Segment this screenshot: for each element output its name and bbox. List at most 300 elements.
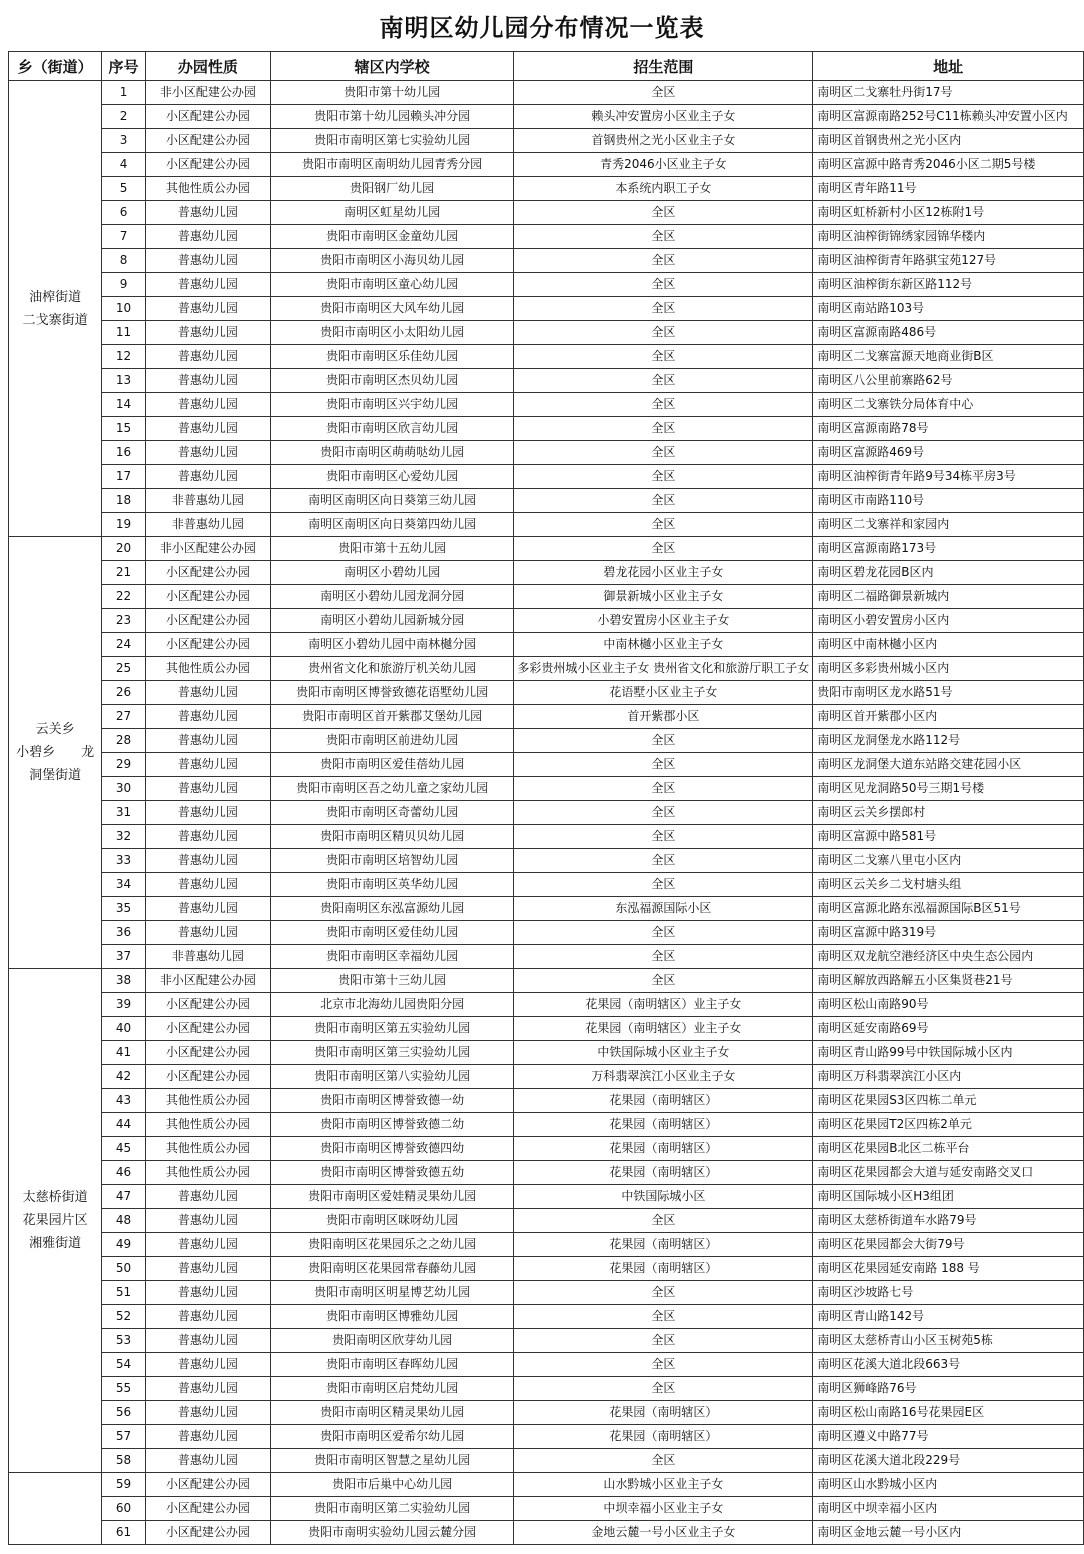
enrollment-range: 本系统内职工子女 xyxy=(514,177,813,201)
table-row xyxy=(9,945,1084,969)
row-number: 38 xyxy=(102,969,146,993)
row-number: 48 xyxy=(102,1209,146,1233)
school-address: 南明区太慈桥街道车水路79号 xyxy=(813,1209,1084,1233)
school-address: 南明区遵义中路77号 xyxy=(813,1425,1084,1449)
school-address: 南明区富源南路486号 xyxy=(813,321,1084,345)
table-row xyxy=(9,513,1084,537)
school-type: 小区配建公办园 xyxy=(145,1065,270,1089)
row-number: 58 xyxy=(102,1449,146,1473)
row-number: 61 xyxy=(102,1521,146,1545)
school-name: 贵阳市南明区咪呀幼儿园 xyxy=(270,1209,514,1233)
enrollment-range: 全区 xyxy=(514,369,813,393)
school-type: 普惠幼儿园 xyxy=(145,1377,270,1401)
school-type: 普惠幼儿园 xyxy=(145,417,270,441)
school-name: 贵阳南明区花果园常春藤幼儿园 xyxy=(270,1257,514,1281)
school-name: 贵阳市后巢中心幼儿园 xyxy=(270,1473,514,1497)
enrollment-range: 全区 xyxy=(514,1281,813,1305)
school-type: 普惠幼儿园 xyxy=(145,921,270,945)
row-number: 44 xyxy=(102,1113,146,1137)
school-type: 非普惠幼儿园 xyxy=(145,513,270,537)
school-name: 贵州省文化和旅游厅机关幼儿园 xyxy=(270,657,514,681)
school-address: 南明区中坝幸福小区内 xyxy=(813,1497,1084,1521)
school-type: 其他性质公办园 xyxy=(145,177,270,201)
school-address: 南明区青山路99号中铁国际城小区内 xyxy=(813,1041,1084,1065)
school-address: 南明区沙坡路七号 xyxy=(813,1281,1084,1305)
enrollment-range: 全区 xyxy=(514,1305,813,1329)
enrollment-range: 花果园（南明辖区） xyxy=(514,1257,813,1281)
enrollment-range: 全区 xyxy=(514,1449,813,1473)
school-address: 南明区金地云麓一号小区内 xyxy=(813,1521,1084,1545)
row-number: 10 xyxy=(102,297,146,321)
school-address: 南明区碧龙花园B区内 xyxy=(813,561,1084,585)
row-number: 24 xyxy=(102,633,146,657)
table-row xyxy=(9,537,1084,561)
enrollment-range: 全区 xyxy=(514,297,813,321)
enrollment-range: 全区 xyxy=(514,777,813,801)
enrollment-range: 青秀2046小区业主子女 xyxy=(514,153,813,177)
school-type: 普惠幼儿园 xyxy=(145,1281,270,1305)
school-name: 贵阳市南明区第八实验幼儿园 xyxy=(270,1065,514,1089)
school-name: 贵阳市第十幼儿园赖头冲分园 xyxy=(270,105,514,129)
school-name: 贵阳市南明区爱希尔幼儿园 xyxy=(270,1425,514,1449)
row-number: 11 xyxy=(102,321,146,345)
row-number: 59 xyxy=(102,1473,146,1497)
school-name: 贵阳市南明区第二实验幼儿园 xyxy=(270,1497,514,1521)
row-number: 14 xyxy=(102,393,146,417)
row-number: 57 xyxy=(102,1425,146,1449)
school-address: 南明区多彩贵州城小区内 xyxy=(813,657,1084,681)
enrollment-range: 花语墅小区业主子女 xyxy=(514,681,813,705)
school-name: 贵阳市南明区爱佳蓓幼儿园 xyxy=(270,753,514,777)
table-row xyxy=(9,897,1084,921)
street-cell xyxy=(9,81,102,537)
table-row xyxy=(9,1521,1084,1545)
school-type: 小区配建公办园 xyxy=(145,1521,270,1545)
row-number: 35 xyxy=(102,897,146,921)
row-number: 17 xyxy=(102,465,146,489)
school-address: 南明区二戈寨祥和家园内 xyxy=(813,513,1084,537)
table-row xyxy=(9,1161,1084,1185)
table-row xyxy=(9,1473,1084,1497)
row-number: 20 xyxy=(102,537,146,561)
street-cell xyxy=(9,969,102,1473)
table-row xyxy=(9,825,1084,849)
row-number: 47 xyxy=(102,1185,146,1209)
row-number: 26 xyxy=(102,681,146,705)
school-name: 贵阳市第十三幼儿园 xyxy=(270,969,514,993)
table-row xyxy=(9,297,1084,321)
row-number: 46 xyxy=(102,1161,146,1185)
table-row xyxy=(9,489,1084,513)
school-name: 贵阳市南明区博誉致德五幼 xyxy=(270,1161,514,1185)
enrollment-range: 全区 xyxy=(514,849,813,873)
row-number: 19 xyxy=(102,513,146,537)
school-name: 南明区南明区向日葵第三幼儿园 xyxy=(270,489,514,513)
table-row xyxy=(9,1449,1084,1473)
school-name: 贵阳南明区欣芽幼儿园 xyxy=(270,1329,514,1353)
school-address: 南明区中南林樾小区内 xyxy=(813,633,1084,657)
school-name: 贵阳市南明区乐佳幼儿园 xyxy=(270,345,514,369)
school-type: 普惠幼儿园 xyxy=(145,753,270,777)
school-type: 小区配建公办园 xyxy=(145,609,270,633)
row-number: 27 xyxy=(102,705,146,729)
header-range: 招生范围 xyxy=(514,52,813,81)
school-address: 南明区富源南路252号C11栋赖头冲安置小区内 xyxy=(813,105,1084,129)
school-address: 南明区二戈寨铁分局体育中心 xyxy=(813,393,1084,417)
enrollment-range: 花果园（南明辖区） xyxy=(514,1089,813,1113)
row-number: 60 xyxy=(102,1497,146,1521)
school-type: 普惠幼儿园 xyxy=(145,849,270,873)
table-row xyxy=(9,465,1084,489)
enrollment-range: 花果园（南明辖区） xyxy=(514,1161,813,1185)
table-row xyxy=(9,921,1084,945)
school-type: 小区配建公办园 xyxy=(145,993,270,1017)
school-type: 普惠幼儿园 xyxy=(145,369,270,393)
enrollment-range: 中铁国际城小区业主子女 xyxy=(514,1041,813,1065)
school-name: 贵阳市南明区博誉致德花语墅幼儿园 xyxy=(270,681,514,705)
school-address: 南明区松山南路90号 xyxy=(813,993,1084,1017)
school-address: 南明区双龙航空港经济区中央生态公园内 xyxy=(813,945,1084,969)
school-name: 贵阳市南明区博誉致德二幼 xyxy=(270,1113,514,1137)
table-row xyxy=(9,1113,1084,1137)
school-name: 贵阳市南明区博誉致德一幼 xyxy=(270,1089,514,1113)
school-type: 普惠幼儿园 xyxy=(145,273,270,297)
table-row xyxy=(9,369,1084,393)
table-row xyxy=(9,705,1084,729)
street-name: 二戈寨街道 xyxy=(22,312,88,328)
table-row xyxy=(9,273,1084,297)
row-number: 25 xyxy=(102,657,146,681)
row-number: 52 xyxy=(102,1305,146,1329)
school-type: 小区配建公办园 xyxy=(145,129,270,153)
table-row xyxy=(9,993,1084,1017)
row-number: 40 xyxy=(102,1017,146,1041)
enrollment-range: 全区 xyxy=(514,1209,813,1233)
school-type: 非小区配建公办园 xyxy=(145,81,270,105)
school-type: 小区配建公办园 xyxy=(145,1017,270,1041)
school-address: 南明区花溪大道北段663号 xyxy=(813,1353,1084,1377)
table-row xyxy=(9,1041,1084,1065)
school-address: 南明区延安南路69号 xyxy=(813,1017,1084,1041)
school-name: 贵阳市南明区大风车幼儿园 xyxy=(270,297,514,321)
table-row xyxy=(9,129,1084,153)
school-name: 贵阳市南明区春晖幼儿园 xyxy=(270,1353,514,1377)
school-address: 南明区青年路11号 xyxy=(813,177,1084,201)
table-row xyxy=(9,393,1084,417)
school-type: 小区配建公办园 xyxy=(145,153,270,177)
school-type: 其他性质公办园 xyxy=(145,1137,270,1161)
school-name: 贵阳市南明区培智幼儿园 xyxy=(270,849,514,873)
school-name: 南明区小碧幼儿园新城分园 xyxy=(270,609,514,633)
table-row xyxy=(9,1353,1084,1377)
school-address: 南明区首钢贵州之光小区内 xyxy=(813,129,1084,153)
row-number: 21 xyxy=(102,561,146,585)
school-name: 贵阳市南明区金童幼儿园 xyxy=(270,225,514,249)
enrollment-range: 小碧安置房小区业主子女 xyxy=(514,609,813,633)
school-type: 其他性质公办园 xyxy=(145,1089,270,1113)
row-number: 49 xyxy=(102,1233,146,1257)
table-row xyxy=(9,81,1084,105)
school-name: 贵阳市南明区精灵果幼儿园 xyxy=(270,1401,514,1425)
school-type: 小区配建公办园 xyxy=(145,105,270,129)
enrollment-range: 全区 xyxy=(514,513,813,537)
table-row xyxy=(9,177,1084,201)
header-number: 序号 xyxy=(102,52,146,81)
enrollment-range: 全区 xyxy=(514,921,813,945)
school-name: 贵阳市南明区启梵幼儿园 xyxy=(270,1377,514,1401)
school-type: 小区配建公办园 xyxy=(145,1473,270,1497)
street-name: 洞堡街道 xyxy=(29,768,82,783)
table-row xyxy=(9,417,1084,441)
table-row xyxy=(9,633,1084,657)
school-address: 南明区太慈桥青山小区玉树苑5栋 xyxy=(813,1329,1084,1353)
school-name: 贵阳市南明区爱佳幼儿园 xyxy=(270,921,514,945)
table-row xyxy=(9,657,1084,681)
table-row xyxy=(9,321,1084,345)
enrollment-range: 全区 xyxy=(514,249,813,273)
row-number: 53 xyxy=(102,1329,146,1353)
row-number: 1 xyxy=(102,81,146,105)
school-address: 南明区油榨街东新区路112号 xyxy=(813,273,1084,297)
enrollment-range: 全区 xyxy=(514,537,813,561)
street-name: 花果园片区 xyxy=(22,1213,88,1228)
enrollment-range: 全区 xyxy=(514,945,813,969)
enrollment-range: 全区 xyxy=(514,201,813,225)
school-address: 南明区花果园T2区四栋2单元 xyxy=(813,1113,1084,1137)
school-name: 贵阳市南明区奇蕾幼儿园 xyxy=(270,801,514,825)
school-type: 普惠幼儿园 xyxy=(145,729,270,753)
table-row xyxy=(9,1017,1084,1041)
school-name: 贵阳市南明区小海贝幼儿园 xyxy=(270,249,514,273)
enrollment-range: 赖头冲安置房小区业主子女 xyxy=(514,105,813,129)
row-number: 16 xyxy=(102,441,146,465)
school-type: 普惠幼儿园 xyxy=(145,1353,270,1377)
row-number: 50 xyxy=(102,1257,146,1281)
school-type: 其他性质公办园 xyxy=(145,1113,270,1137)
school-name: 贵阳市南明区幸福幼儿园 xyxy=(270,945,514,969)
school-type: 普惠幼儿园 xyxy=(145,897,270,921)
school-name: 贵阳市南明区爱娃精灵果幼儿园 xyxy=(270,1185,514,1209)
row-number: 8 xyxy=(102,249,146,273)
table-row xyxy=(9,561,1084,585)
enrollment-range: 花果园（南明辖区） xyxy=(514,1113,813,1137)
enrollment-range: 全区 xyxy=(514,729,813,753)
enrollment-range: 首开紫郡小区 xyxy=(514,705,813,729)
school-name: 贵阳南明区花果园乐之之幼儿园 xyxy=(270,1233,514,1257)
school-type: 普惠幼儿园 xyxy=(145,249,270,273)
school-type: 普惠幼儿园 xyxy=(145,1401,270,1425)
row-number: 4 xyxy=(102,153,146,177)
school-type: 其他性质公办园 xyxy=(145,657,270,681)
school-type: 普惠幼儿园 xyxy=(145,1329,270,1353)
row-number: 18 xyxy=(102,489,146,513)
school-address: 南明区青山路142号 xyxy=(813,1305,1084,1329)
school-address: 南明区富源南路173号 xyxy=(813,537,1084,561)
school-address: 南明区南站路103号 xyxy=(813,297,1084,321)
enrollment-range: 花果园（南明辖区） xyxy=(514,1137,813,1161)
school-type: 普惠幼儿园 xyxy=(145,1209,270,1233)
school-address: 南明区富源北路东泓福源国际B区51号 xyxy=(813,897,1084,921)
school-type: 普惠幼儿园 xyxy=(145,681,270,705)
row-number: 33 xyxy=(102,849,146,873)
school-name: 贵阳南明区东泓富源幼儿园 xyxy=(270,897,514,921)
table-row xyxy=(9,849,1084,873)
row-number: 6 xyxy=(102,201,146,225)
enrollment-range: 全区 xyxy=(514,801,813,825)
table-row xyxy=(9,777,1084,801)
row-number: 37 xyxy=(102,945,146,969)
school-name: 贵阳市南明区博雅幼儿园 xyxy=(270,1305,514,1329)
header-address: 地址 xyxy=(813,52,1084,81)
row-number: 51 xyxy=(102,1281,146,1305)
school-type: 普惠幼儿园 xyxy=(145,441,270,465)
enrollment-range: 花果园（南明辖区） xyxy=(514,1233,813,1257)
enrollment-range: 全区 xyxy=(514,489,813,513)
row-number: 43 xyxy=(102,1089,146,1113)
school-type: 普惠幼儿园 xyxy=(145,777,270,801)
school-address: 南明区解放西路解五小区集贤巷21号 xyxy=(813,969,1084,993)
school-name: 贵阳市南明区欣言幼儿园 xyxy=(270,417,514,441)
enrollment-range: 花果园（南明辖区）业主子女 xyxy=(514,993,813,1017)
row-number: 2 xyxy=(102,105,146,129)
enrollment-range: 多彩贵州城小区业主子女 贵州省文化和旅游厅职工子女 xyxy=(514,657,813,681)
school-address: 南明区龙洞堡大道东站路交建花园小区 xyxy=(813,753,1084,777)
row-number: 45 xyxy=(102,1137,146,1161)
row-number: 3 xyxy=(102,129,146,153)
table-row xyxy=(9,753,1084,777)
table-row xyxy=(9,873,1084,897)
header-row xyxy=(9,52,1084,81)
table-row xyxy=(9,1233,1084,1257)
row-number: 55 xyxy=(102,1377,146,1401)
table-row xyxy=(9,201,1084,225)
school-type: 普惠幼儿园 xyxy=(145,321,270,345)
school-name: 贵阳市第十五幼儿园 xyxy=(270,537,514,561)
table-row xyxy=(9,1497,1084,1521)
school-name: 贵阳市南明区精贝贝幼儿园 xyxy=(270,825,514,849)
row-number: 28 xyxy=(102,729,146,753)
school-type: 普惠幼儿园 xyxy=(145,1257,270,1281)
school-name: 贵阳市南明区小太阳幼儿园 xyxy=(270,321,514,345)
school-type: 普惠幼儿园 xyxy=(145,225,270,249)
school-address: 南明区花果园都会大道与延安南路交叉口 xyxy=(813,1161,1084,1185)
enrollment-range: 全区 xyxy=(514,1353,813,1377)
table-row xyxy=(9,1305,1084,1329)
school-address: 南明区小碧安置房小区内 xyxy=(813,609,1084,633)
school-type: 小区配建公办园 xyxy=(145,1497,270,1521)
school-name: 贵阳市南明区智慧之星幼儿园 xyxy=(270,1449,514,1473)
enrollment-range: 全区 xyxy=(514,441,813,465)
row-number: 30 xyxy=(102,777,146,801)
school-address: 南明区虹桥新村小区12栋附1号 xyxy=(813,201,1084,225)
row-number: 12 xyxy=(102,345,146,369)
school-type: 小区配建公办园 xyxy=(145,585,270,609)
school-type: 其他性质公办园 xyxy=(145,1161,270,1185)
school-type: 非小区配建公办园 xyxy=(145,969,270,993)
enrollment-range: 全区 xyxy=(514,825,813,849)
school-name: 贵阳市南明区兴宇幼儿园 xyxy=(270,393,514,417)
school-name: 南明区虹星幼儿园 xyxy=(270,201,514,225)
school-address: 南明区市南路110号 xyxy=(813,489,1084,513)
street-name: 油榨街道 xyxy=(29,289,82,305)
enrollment-range: 万科翡翠滨江小区业主子女 xyxy=(514,1065,813,1089)
enrollment-range: 首钢贵州之光小区业主子女 xyxy=(514,129,813,153)
enrollment-range: 全区 xyxy=(514,273,813,297)
row-number: 41 xyxy=(102,1041,146,1065)
enrollment-range: 中坝幸福小区业主子女 xyxy=(514,1497,813,1521)
school-address: 南明区油榨街青年路骐宝苑127号 xyxy=(813,249,1084,273)
school-address: 南明区山水黔城小区内 xyxy=(813,1473,1084,1497)
school-name: 贵阳市南明区明星博艺幼儿园 xyxy=(270,1281,514,1305)
row-number: 22 xyxy=(102,585,146,609)
table-row xyxy=(9,1401,1084,1425)
school-address: 南明区云关乡二戈村塘头组 xyxy=(813,873,1084,897)
school-address: 南明区花果园都会大街79号 xyxy=(813,1233,1084,1257)
table-row xyxy=(9,1089,1084,1113)
table-row xyxy=(9,801,1084,825)
school-type: 普惠幼儿园 xyxy=(145,1425,270,1449)
row-number: 36 xyxy=(102,921,146,945)
school-type: 小区配建公办园 xyxy=(145,1041,270,1065)
enrollment-range: 全区 xyxy=(514,321,813,345)
row-number: 13 xyxy=(102,369,146,393)
enrollment-range: 御景新城小区业主子女 xyxy=(514,585,813,609)
school-address: 南明区富源中路青秀2046小区二期5号楼 xyxy=(813,153,1084,177)
table-row xyxy=(9,225,1084,249)
row-number: 15 xyxy=(102,417,146,441)
school-address: 南明区花果园延安南路 188 号 xyxy=(813,1257,1084,1281)
row-number: 7 xyxy=(102,225,146,249)
table-row xyxy=(9,345,1084,369)
school-address: 南明区花果园B北区二栋平台 xyxy=(813,1137,1084,1161)
school-type: 普惠幼儿园 xyxy=(145,1185,270,1209)
school-type: 普惠幼儿园 xyxy=(145,1449,270,1473)
school-name: 贵阳市南明区杰贝幼儿园 xyxy=(270,369,514,393)
table-row xyxy=(9,441,1084,465)
table-row xyxy=(9,969,1084,993)
school-name: 贵阳市南明区第三实验幼儿园 xyxy=(270,1041,514,1065)
street-cell xyxy=(9,1473,102,1545)
row-number: 31 xyxy=(102,801,146,825)
table-row xyxy=(9,585,1084,609)
street-name: 小碧乡 龙 xyxy=(16,745,95,760)
school-name: 贵阳市南明区博誉致德四幼 xyxy=(270,1137,514,1161)
table-row xyxy=(9,609,1084,633)
enrollment-range: 全区 xyxy=(514,81,813,105)
row-number: 29 xyxy=(102,753,146,777)
table-row xyxy=(9,153,1084,177)
school-name: 贵阳市南明区英华幼儿园 xyxy=(270,873,514,897)
school-address: 南明区花果园S3区四栋二单元 xyxy=(813,1089,1084,1113)
school-address: 南明区二戈寨富源天地商业街B区 xyxy=(813,345,1084,369)
school-type: 非普惠幼儿园 xyxy=(145,945,270,969)
school-type: 普惠幼儿园 xyxy=(145,465,270,489)
school-address: 南明区万科翡翠滨江小区内 xyxy=(813,1065,1084,1089)
row-number: 9 xyxy=(102,273,146,297)
kindergarten-table xyxy=(8,51,1084,1545)
school-type: 普惠幼儿园 xyxy=(145,1305,270,1329)
street-name: 太慈桥街道 xyxy=(22,1190,88,1205)
school-type: 普惠幼儿园 xyxy=(145,1233,270,1257)
table-row xyxy=(9,729,1084,753)
school-type: 普惠幼儿园 xyxy=(145,201,270,225)
enrollment-range: 全区 xyxy=(514,969,813,993)
school-name: 贵阳市南明区萌萌哒幼儿园 xyxy=(270,441,514,465)
school-address: 南明区二戈寨牡丹街17号 xyxy=(813,81,1084,105)
row-number: 23 xyxy=(102,609,146,633)
table-row xyxy=(9,249,1084,273)
school-type: 非小区配建公办园 xyxy=(145,537,270,561)
